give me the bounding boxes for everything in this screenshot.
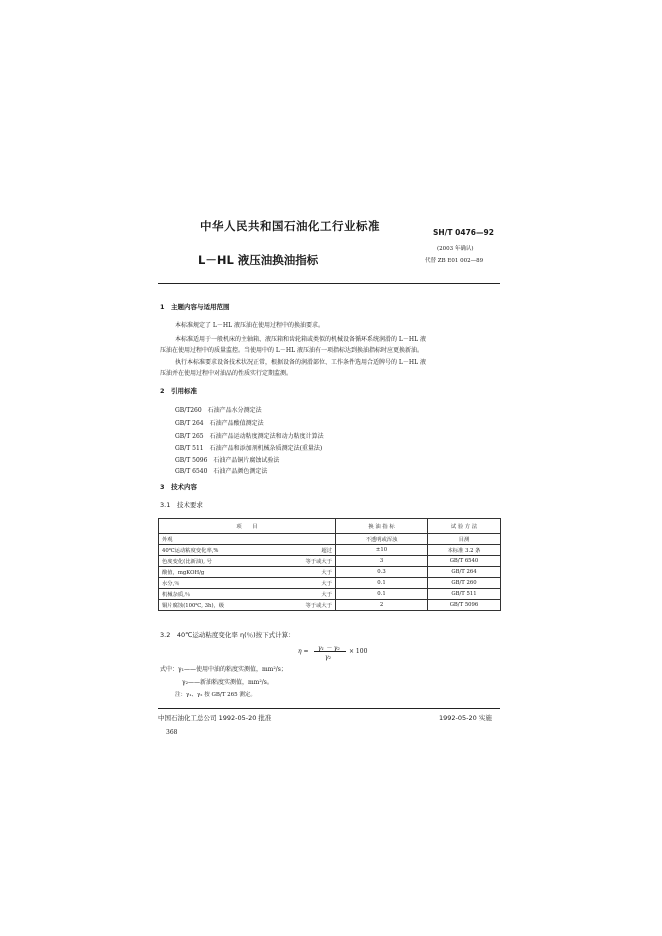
- technical-requirements-table: [158, 518, 501, 611]
- table-row: [159, 556, 501, 567]
- header-method: 试 验 方 法: [428, 519, 501, 534]
- implementation-date: 1992-05-20 实施: [439, 714, 492, 722]
- table-row: [159, 534, 501, 545]
- page-number: 368: [166, 729, 178, 736]
- row-method: 目测: [428, 534, 501, 545]
- industry-standard-title: 中华人民共和国石油化工行业标准: [200, 219, 380, 233]
- row-condition: 等于或大于: [305, 559, 332, 565]
- section-3-heading: 3 技术内容: [160, 483, 198, 491]
- row-limit: 0.3: [336, 567, 428, 578]
- row-method: GB/T 511: [428, 589, 501, 600]
- row-item: 水分,％: [162, 581, 180, 587]
- subsection-3-1-heading: 3.1 技术要求: [160, 501, 203, 509]
- fraction-bar: [314, 651, 346, 652]
- row-limit: 3: [336, 556, 428, 567]
- row-method: 本标准 3.2 条: [428, 545, 501, 556]
- formula-where-1: 式中：γ₁——使用中油的粘度实测值，mm²/s；: [160, 666, 287, 673]
- formula-denominator: γ₂: [325, 654, 331, 661]
- row-condition: 大于: [321, 581, 332, 587]
- row-limit: 不透明或浑浊: [336, 534, 428, 545]
- formula-note: 注：γ₁、γ₂ 按 GB/T 265 测定。: [175, 692, 256, 698]
- table-row: [159, 600, 501, 611]
- header-rule: [158, 283, 500, 284]
- header-limit: 换 油 指 标: [336, 519, 428, 534]
- section-1-paragraph-3a: 执行本标准要求设备技术状况正常，根据设备的润滑部位、工作条件选用合适牌号的 L－HL 液: [175, 359, 427, 366]
- row-item: 40℃运动粘度变化率,%: [162, 548, 219, 554]
- formula-lhs: η =: [298, 648, 309, 655]
- reference-item: GB/T 5096 石油产品铜片腐蚀试验法: [175, 457, 280, 464]
- row-item: 酸值，mgKOH/g: [162, 570, 205, 576]
- table-row: [159, 578, 501, 589]
- reference-item: GB/T 6540 石油产品颜色测定法: [175, 468, 268, 475]
- section-1-heading: 1 主题内容与适用范围: [160, 303, 230, 311]
- formula-multiplier: × 100: [349, 648, 368, 655]
- row-condition: 大于: [321, 592, 332, 598]
- row-limit: ±10: [336, 545, 428, 556]
- approval-line: 中国石油化工总公司 1992-05-20 批准: [158, 714, 272, 722]
- standard-code: SH/T 0476—92: [433, 228, 494, 237]
- document-title: L－HL 液压油换油指标: [198, 253, 319, 267]
- formula-where-2: γ₂——新油粘度实测值，mm²/s。: [182, 679, 273, 686]
- section-1-paragraph-3b: 压油并在使用过程中对油品的性质实行定期监测。: [160, 370, 293, 377]
- row-item: 外观: [162, 537, 173, 543]
- table-row: [159, 589, 501, 600]
- row-condition: 大于: [321, 570, 332, 576]
- subsection-3-2-heading: 3.2 40℃运动粘度变化率 η(％)按下式计算：: [160, 631, 295, 639]
- reference-item: GB/T 511 石油产品和添加剂机械杂质测定法(重量法): [175, 445, 323, 452]
- reference-item: GB/T 264 石油产品酸值测定法: [175, 420, 264, 427]
- confirmation-year: (2003 年确认): [437, 246, 474, 252]
- row-item: 铜片腐蚀(100℃, 3h)，级: [162, 603, 225, 609]
- row-limit: 2: [336, 600, 428, 611]
- row-item: 机械杂质,％: [162, 592, 191, 598]
- section-2-heading: 2 引用标准: [160, 387, 198, 395]
- row-condition: 等于或大于: [305, 603, 332, 609]
- section-1-paragraph-1: 本标准规定了 L－HL 液压油在使用过程中的换油要求。: [175, 322, 325, 329]
- header-item: 项 目: [159, 519, 336, 534]
- formula-numerator: γ₁ － γ₂: [318, 645, 340, 652]
- row-item: 色度变化(比新油), 号: [162, 559, 212, 565]
- row-condition: 超过: [321, 548, 332, 554]
- row-method: GB/T 264: [428, 567, 501, 578]
- row-method: GB/T 5096: [428, 600, 501, 611]
- table-row: [159, 567, 501, 578]
- section-1-paragraph-2b: 压油在使用过程中的质量监控。当使用中的 L－HL 液压油有一项指标达到换油指标时应更换新油。: [160, 347, 424, 354]
- reference-item: GB/T260 石油产品水分测定法: [175, 407, 262, 414]
- row-method: GB/T 260: [428, 578, 501, 589]
- row-method: GB/T 6540: [428, 556, 501, 567]
- table-row: [159, 545, 501, 556]
- row-limit: 0.1: [336, 589, 428, 600]
- footer-rule: [158, 708, 500, 709]
- replaces-standard: 代替 ZB E01 002—89: [425, 258, 484, 264]
- row-limit: 0.1: [336, 578, 428, 589]
- reference-item: GB/T 265 石油产品运动粘度测定法和动力粘度计算法: [175, 433, 324, 440]
- table-header-row: [159, 519, 501, 534]
- section-1-paragraph-2a: 本标准适用于一般机床的主轴箱、液压箱和齿轮箱或类似的机械设备循环系统润滑的 L－HL 液: [175, 336, 427, 343]
